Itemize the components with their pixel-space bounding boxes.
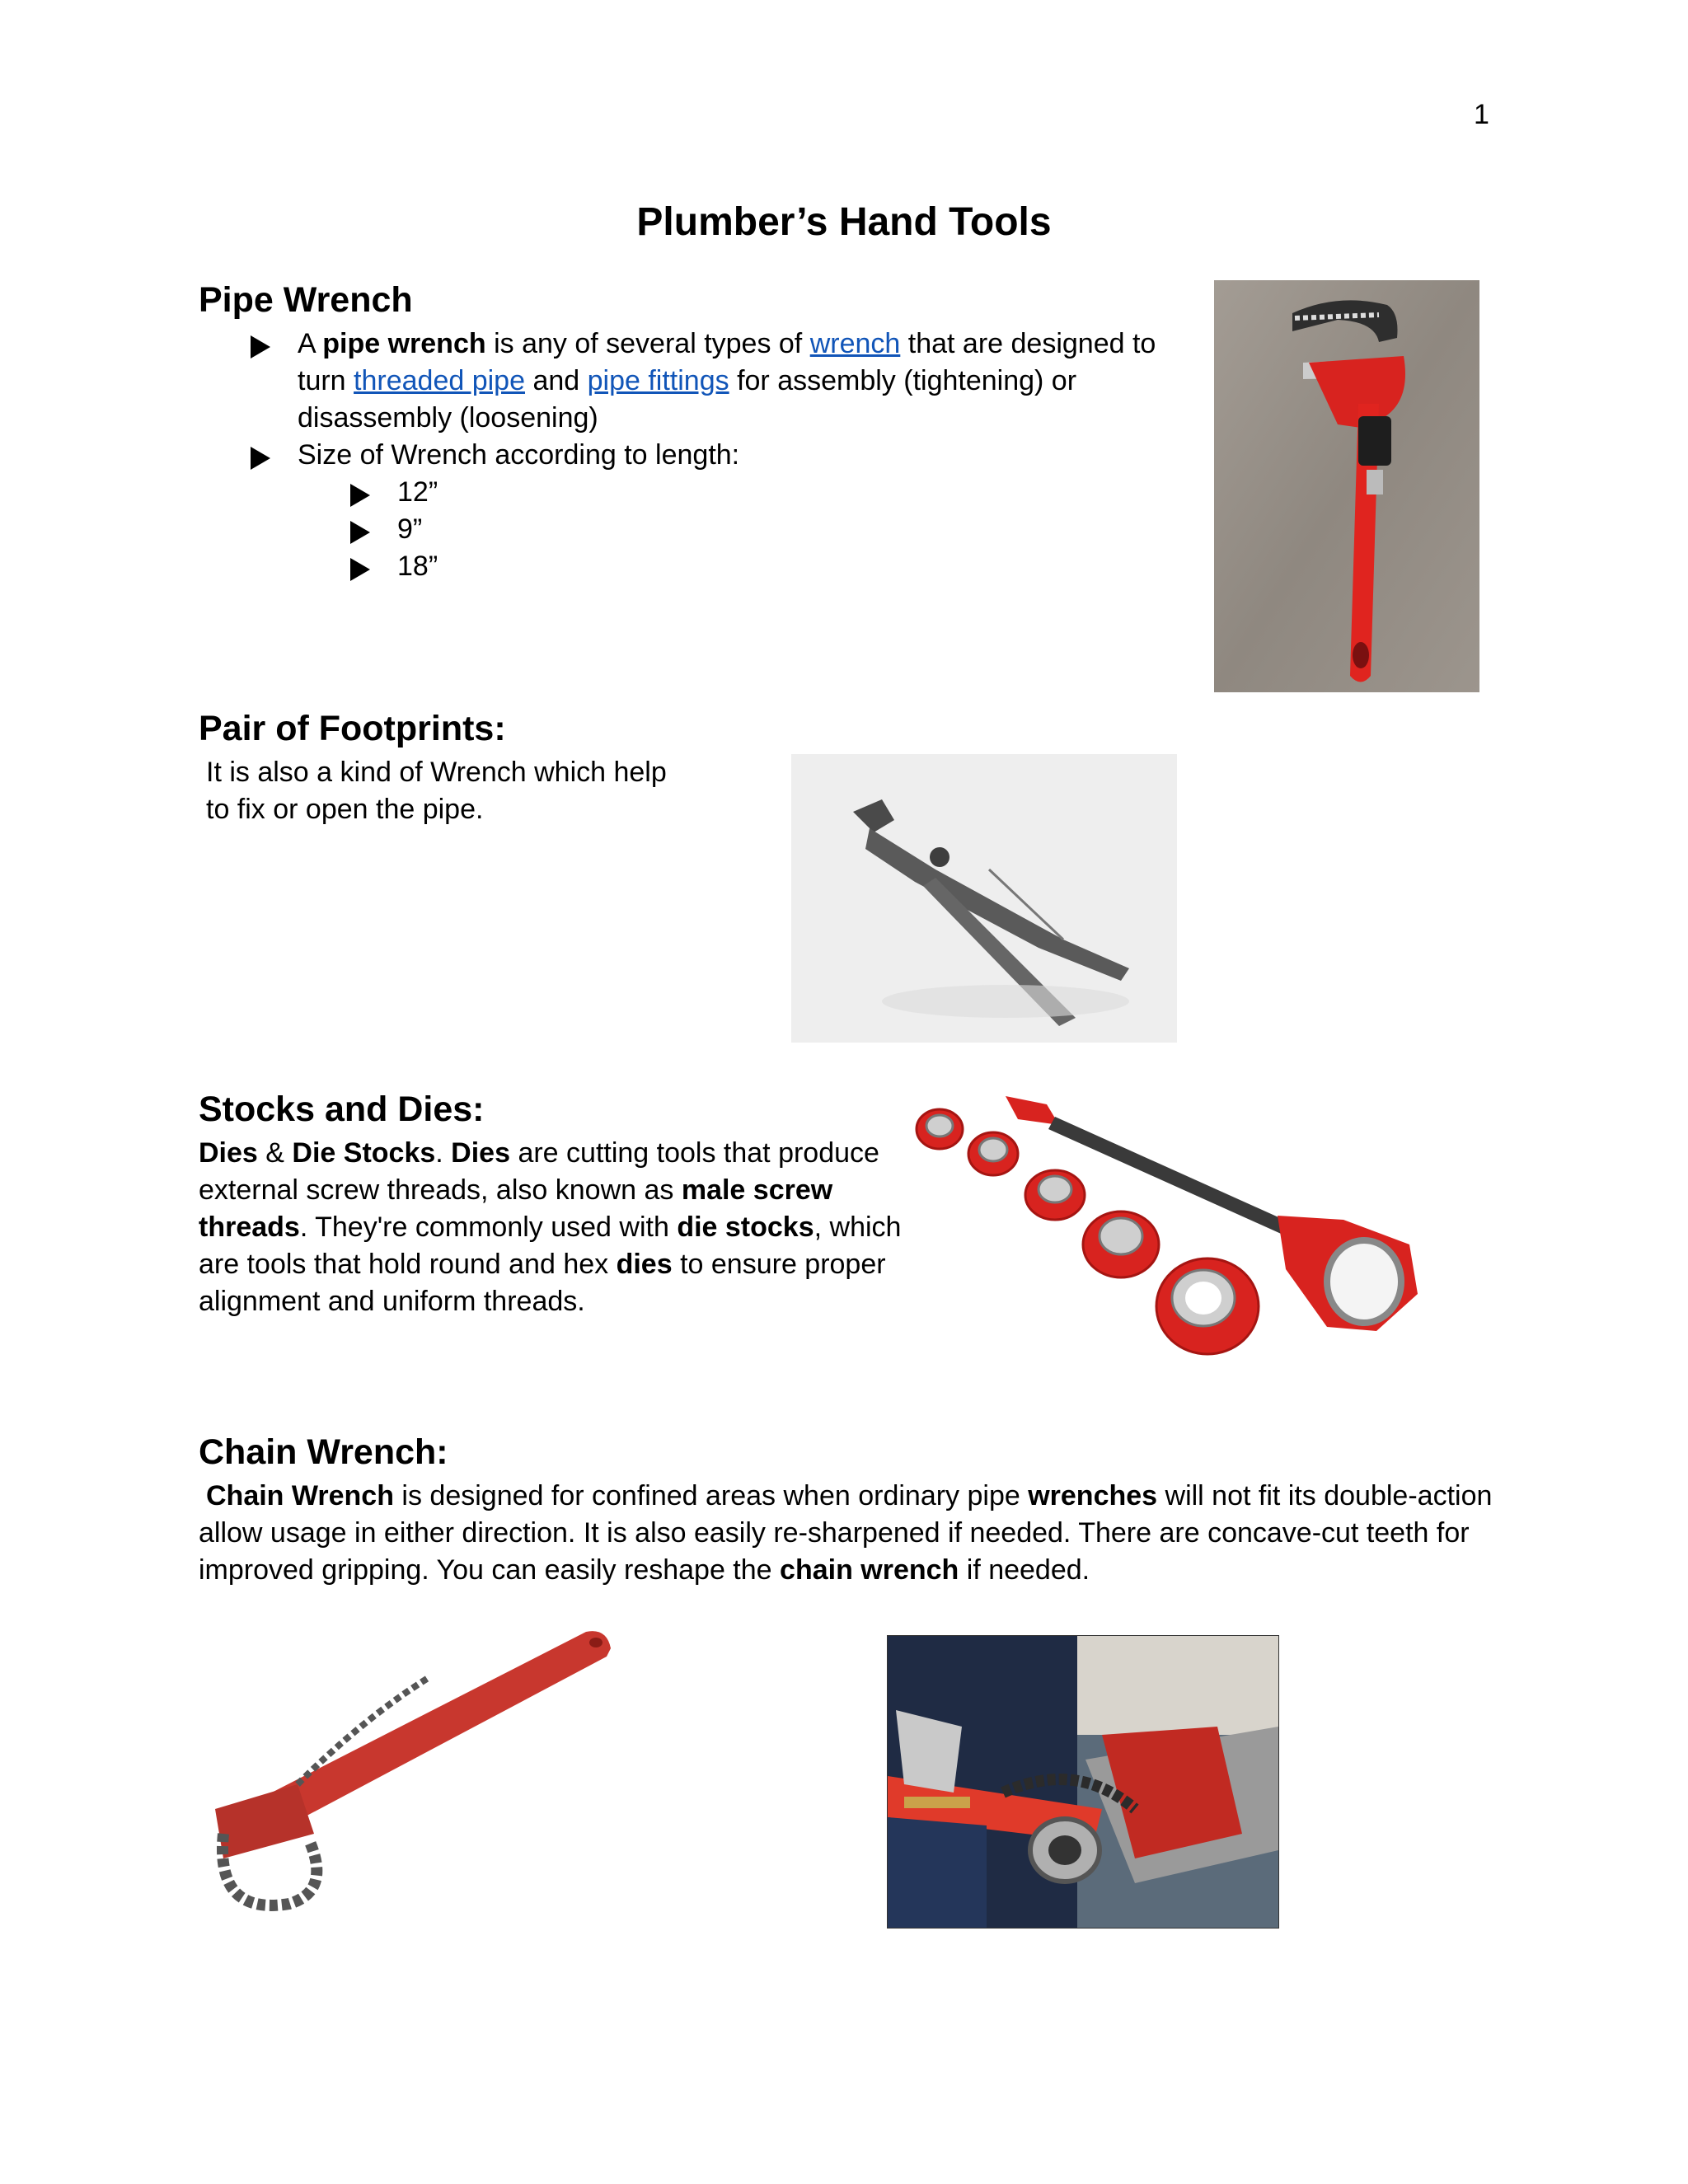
pipe-wrench-description bbox=[298, 326, 1171, 437]
footprints-description bbox=[206, 754, 667, 828]
threaded-pipe-link[interactable]: threaded pipe bbox=[354, 365, 525, 396]
bold-term: die stocks bbox=[677, 1212, 814, 1243]
text: to ensure proper bbox=[672, 1249, 886, 1280]
chain-wrench-image bbox=[199, 1619, 619, 1933]
text: & bbox=[257, 1137, 293, 1169]
bold-term: threads bbox=[199, 1212, 300, 1243]
text: A bbox=[298, 328, 323, 359]
text: that are designed to bbox=[900, 328, 1156, 359]
size-bullet bbox=[350, 513, 370, 544]
bold-term: Dies bbox=[451, 1137, 510, 1169]
bold-term: pipe wrench bbox=[322, 328, 486, 359]
page-title: Plumber’s Hand Tools bbox=[636, 200, 1052, 244]
bullet-arrow-icon bbox=[251, 335, 270, 359]
bullet-arrow-icon bbox=[251, 447, 270, 470]
bold-term: Die Stocks bbox=[292, 1137, 436, 1169]
bullet-arrow-icon bbox=[350, 521, 370, 544]
size-item: 18” bbox=[397, 551, 438, 582]
text: will not fit its double-action bbox=[1157, 1480, 1493, 1511]
wrench-link[interactable]: wrench bbox=[809, 328, 901, 359]
bold-term: Dies bbox=[199, 1137, 258, 1169]
size-item: 12” bbox=[397, 476, 438, 508]
bold-term: dies bbox=[616, 1249, 673, 1280]
text: external screw threads, also known as bbox=[199, 1174, 682, 1206]
size-bullet bbox=[350, 551, 370, 581]
text: are tools that hold round and hex bbox=[199, 1249, 617, 1280]
text: alignment and uniform threads. bbox=[199, 1286, 585, 1317]
text: is designed for confined areas when ordinary pipe bbox=[393, 1480, 1029, 1511]
bold-term: Chain Wrench bbox=[206, 1480, 394, 1511]
pipe-wrench-bullet-1 bbox=[251, 328, 270, 359]
text: and bbox=[525, 365, 588, 396]
stocks-heading: Stocks and Dies: bbox=[199, 1090, 485, 1129]
pipe-wrench-heading: Pipe Wrench bbox=[199, 280, 413, 320]
bold-term: chain wrench bbox=[780, 1554, 959, 1586]
footprints-heading: Pair of Footprints: bbox=[199, 709, 506, 748]
text: , which bbox=[814, 1212, 902, 1243]
chain-heading: Chain Wrench: bbox=[199, 1432, 448, 1472]
size-intro: Size of Wrench according to length: bbox=[298, 439, 740, 471]
size-item: 9” bbox=[397, 513, 423, 545]
text: for assembly (tightening) or bbox=[729, 365, 1077, 396]
footprints-image bbox=[791, 754, 1177, 1043]
bold-term: wrenches bbox=[1028, 1480, 1158, 1511]
text: if needed. bbox=[959, 1554, 1090, 1586]
pipe-fittings-link[interactable]: pipe fittings bbox=[587, 365, 729, 396]
chain-description bbox=[199, 1478, 1492, 1589]
stocks-dies-image bbox=[915, 1080, 1475, 1409]
bullet-arrow-icon bbox=[350, 484, 370, 507]
bold-term: male screw bbox=[681, 1174, 833, 1206]
text: improved gripping. You can easily reshape the bbox=[199, 1554, 781, 1586]
text: . They're commonly used with bbox=[299, 1212, 678, 1243]
text: allow usage in either direction. It is also easily re-sharpened if needed. There are concave-cut teeth for bbox=[199, 1517, 1470, 1549]
bullet-arrow-icon bbox=[350, 558, 370, 581]
pipe-wrench-bullet-2 bbox=[251, 439, 270, 470]
chain-wrench-in-use-image bbox=[887, 1635, 1279, 1929]
stocks-description bbox=[199, 1135, 901, 1320]
text: is any of several types of bbox=[485, 328, 810, 359]
page-number: 1 bbox=[1474, 99, 1489, 130]
text: It is also a kind of Wrench which help bbox=[206, 757, 667, 788]
pipe-wrench-image bbox=[1214, 280, 1479, 692]
text: disassembly (loosening) bbox=[298, 402, 598, 434]
text: turn bbox=[298, 365, 354, 396]
text: . bbox=[435, 1137, 452, 1169]
text: are cutting tools that produce bbox=[510, 1137, 879, 1169]
text: to fix or open the pipe. bbox=[206, 794, 484, 825]
size-bullet bbox=[350, 476, 370, 507]
